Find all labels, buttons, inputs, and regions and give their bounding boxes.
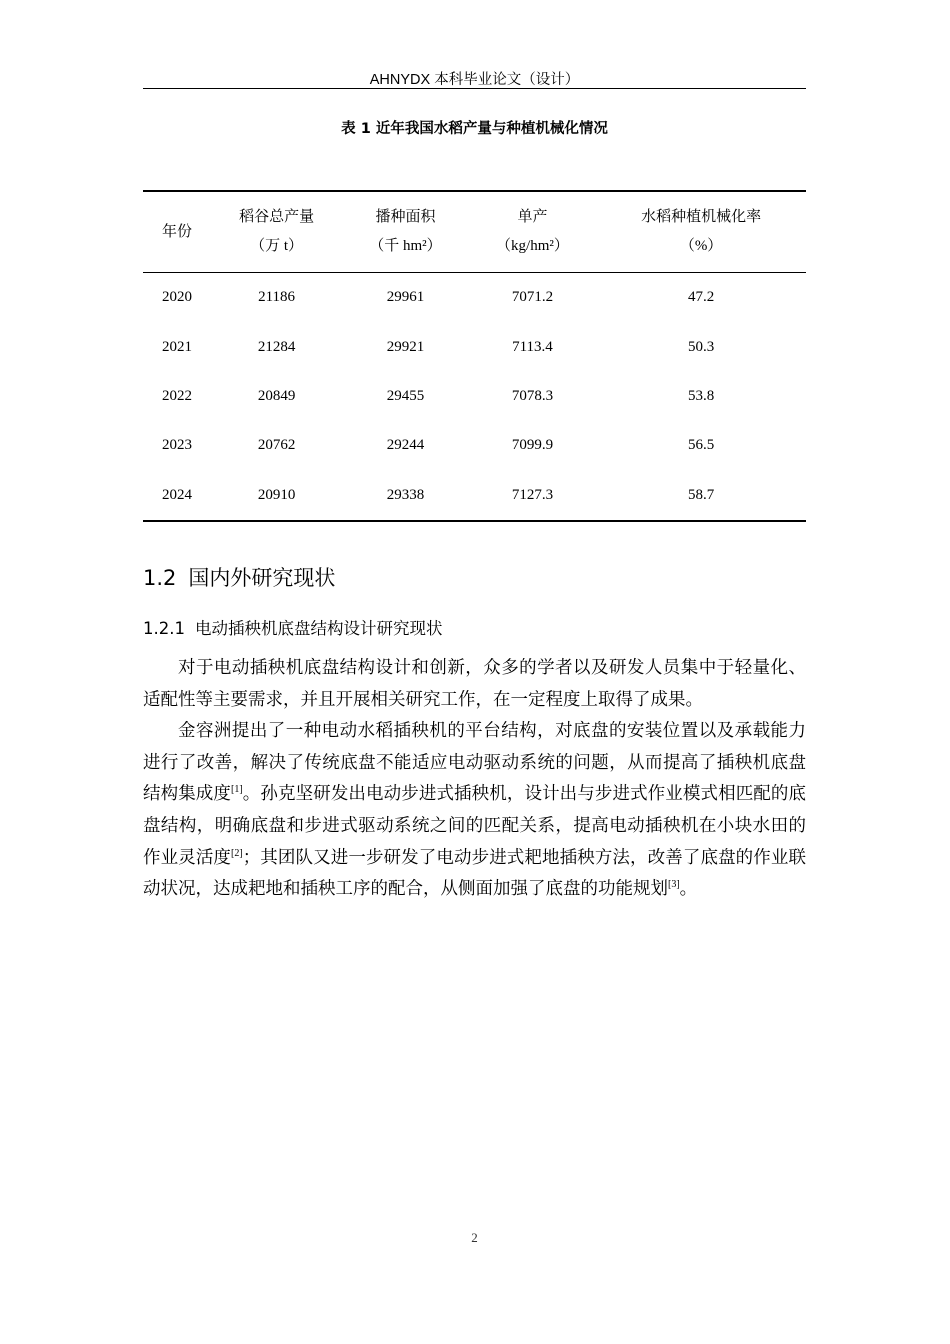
column-header xyxy=(596,191,806,273)
table-cell: 29455 xyxy=(386,387,425,404)
page-number: 2 xyxy=(471,1230,478,1245)
column-header xyxy=(342,191,469,273)
paragraph-text: 。孙克坚研发出电动步进式插秧机，设计出与步进式作业模式相匹配的底盘结构，明确底盘和步进式驱动系统之间的匹配关系，提高电动插秧机在小块水田的作业灵活度 xyxy=(143,783,807,867)
table-cell: 7071.2 xyxy=(511,289,554,306)
subsection-number: 1.2.1 xyxy=(143,619,185,638)
header-rule xyxy=(143,88,806,89)
table-row xyxy=(143,372,806,421)
column-unit: （万 t） xyxy=(250,238,304,254)
section-heading xyxy=(143,562,335,592)
running-header: AHNYDX 本科毕业论文（设计） xyxy=(369,72,580,88)
column-name: 稻谷总产量 xyxy=(239,209,315,225)
table-cell: 2022 xyxy=(162,387,192,404)
table-row xyxy=(143,421,806,470)
table-cell: 29338 xyxy=(386,486,425,503)
table-cell: 56.5 xyxy=(687,437,715,454)
table-cell: 7113.4 xyxy=(512,338,553,355)
column-name: 年份 xyxy=(161,223,192,240)
section-number: 1.2 xyxy=(143,566,177,590)
column-header xyxy=(143,191,211,273)
paragraph-text: 金容洲提出了一种电动水稻插秧机的平台结构，对底盘的安装位置以及承载能力进行了改善，解决了传统底盘不能适应电动驱动系统的问题，从而提高了插秧机底盘结构集成度 xyxy=(143,720,806,804)
table-cell: 50.3 xyxy=(687,338,715,355)
paragraph-text: ；其团队又进一步研发了电动步进式耙地插秧方法，改善了底盘的作业联动状况，达成耙地和插秧工序的配合，从侧面加强了底盘的功能规划 xyxy=(143,846,806,899)
column-unit: （%） xyxy=(679,238,723,254)
column-name: 单产 xyxy=(517,209,548,225)
table-cell: 2021 xyxy=(162,338,192,355)
table-row xyxy=(143,322,806,371)
section-title: 国内外研究现状 xyxy=(188,566,336,590)
column-name: 播种面积 xyxy=(375,209,436,225)
table-cell: 58.7 xyxy=(687,486,715,503)
paragraph xyxy=(143,715,806,905)
table-row xyxy=(143,273,806,323)
table-row xyxy=(143,471,806,521)
body-text xyxy=(143,652,806,905)
column-header xyxy=(469,191,596,273)
table-cell: 2020 xyxy=(162,289,192,306)
table-cell: 2024 xyxy=(162,486,192,503)
column-header xyxy=(211,191,342,273)
table-cell: 7127.3 xyxy=(511,486,554,503)
table-cell: 7078.3 xyxy=(511,387,554,404)
data-table xyxy=(143,190,806,522)
subsection-title: 电动插秧机底盘结构设计研究现状 xyxy=(194,619,443,638)
paragraph: 对于电动插秧机底盘结构设计和创新，众多的学者以及研发人员集中于轻量化、适配性等主要需求，并且开展相关研究工作，在一定程度上取得了成果。 xyxy=(143,657,806,709)
column-unit: （kg/hm²） xyxy=(496,238,569,254)
table-caption: 表 1 近年我国水稻产量与种植机械化情况 xyxy=(341,121,608,137)
table-cell: 20910 xyxy=(257,486,296,503)
table-cell: 7099.9 xyxy=(511,437,554,454)
table-cell: 20762 xyxy=(257,437,296,454)
citation-ref: [2] xyxy=(231,847,243,859)
table-cell: 20849 xyxy=(257,387,296,404)
citation-ref: [1] xyxy=(231,784,243,796)
table-cell: 29961 xyxy=(386,289,425,306)
table-cell: 53.8 xyxy=(687,387,715,404)
table-cell: 29244 xyxy=(386,437,425,454)
table-cell: 21186 xyxy=(258,289,296,306)
citation-ref: [3] xyxy=(668,879,680,891)
column-unit: （千 hm²） xyxy=(369,238,442,254)
subsection-heading xyxy=(143,615,442,639)
table-cell: 47.2 xyxy=(687,289,715,306)
table-cell: 29921 xyxy=(386,338,425,355)
table-cell: 2023 xyxy=(162,437,192,454)
paragraph-text: 。 xyxy=(679,878,698,899)
column-name: 水稻种植机械化率 xyxy=(641,209,762,225)
table-header-row xyxy=(143,191,806,273)
table-cell: 21284 xyxy=(257,338,296,355)
